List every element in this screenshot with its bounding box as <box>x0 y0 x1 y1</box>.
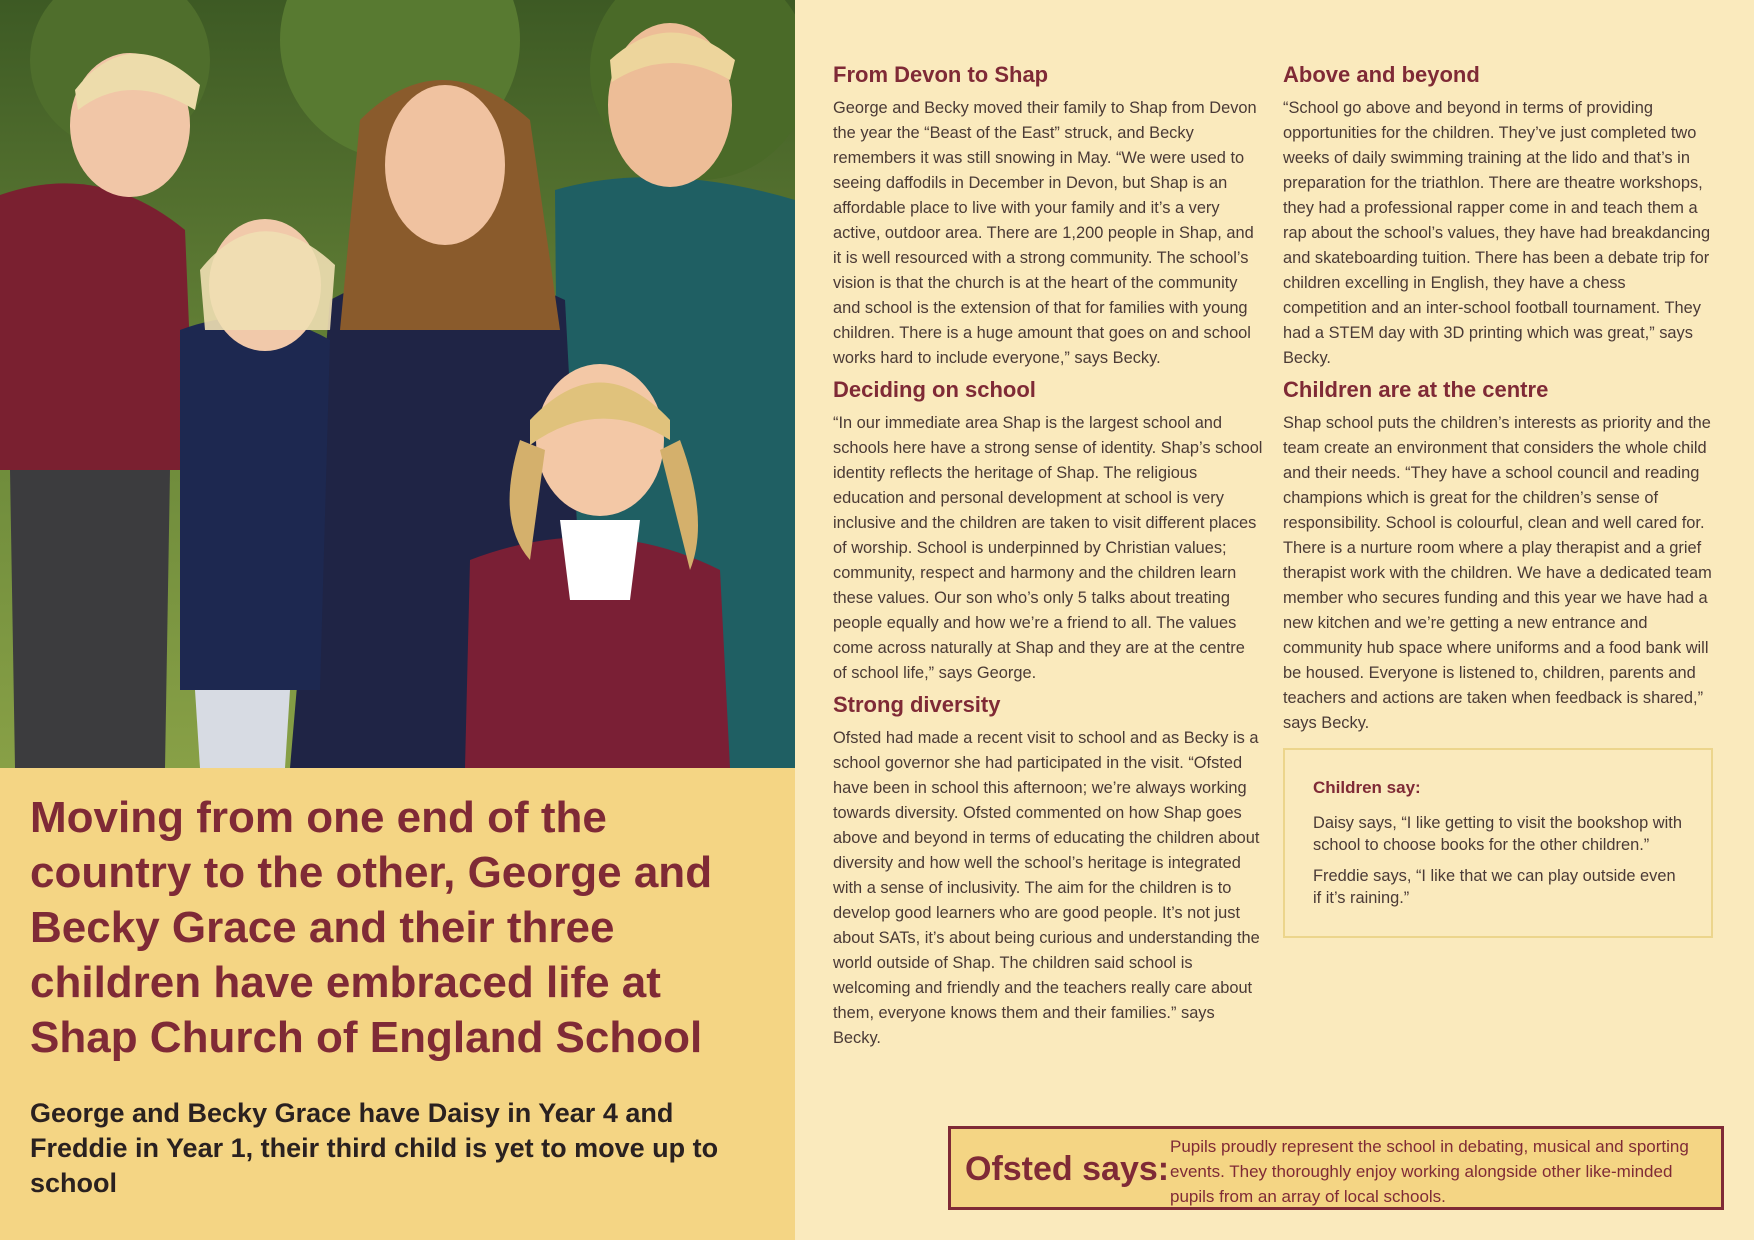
left-panel <box>0 0 795 1240</box>
section-body-devon-to-shap: George and Becky moved their family to Shap from Devon the year the “Beast of the East” struck, and Becky remembers it was still snowing in May. “We were used to seeing daffodils in December in Devon, but Shap is an affordable place to live with your family and it’s a very active, outdoor area. There are 1,200 people in Shap, and it is well resourced with a strong community. The school’s vision is that the church is at the heart of the community and school is the extension of that for families with young children. There is a huge amount that goes on and school works hard to include everyone,” says Becky. <box>833 99 1257 367</box>
children-say-box <box>1283 748 1713 938</box>
main-headline: Moving from one end of the country to the other, George and Becky Grace and their three children have embraced life at Shap Church of England School <box>30 793 713 1062</box>
article-column-left <box>833 60 1263 1055</box>
children-quote-freddie: Freddie says, “I like that we can play outside even if it’s raining.” <box>1313 867 1676 907</box>
section-heading-above-and-beyond: Above and beyond <box>1283 62 1480 87</box>
children-quote-daisy: Daisy says, “I like getting to visit the bookshop with school to choose books for the other children.” <box>1313 814 1682 854</box>
section-heading-devon-to-shap: From Devon to Shap <box>833 62 1049 87</box>
ofsted-quote: Pupils proudly represent the school in debating, musical and sporting events. They thoroughly enjoy working alongside other like-minded pupils from an array of local schools. <box>1170 1137 1689 1206</box>
section-body-above-and-beyond: “School go above and beyond in terms of providing opportunities for the children. They’ve just completed two weeks of daily swimming training at the lido and that’s in preparation for the triathlon. There are theatre workshops, they had a professional rapper come in and teach them a rap about the school’s values, they have had breakdancing and skateboarding tuition. There has been a debate trip for children excelling in English, they have a chess competition and an inter-school football tournament. They had a STEM day with 3D printing which was great,” says Becky. <box>1283 99 1711 367</box>
section-body-deciding-on-school: “In our immediate area Shap is the largest school and schools here have a strong sense of identity. Shap’s school identity reflects the heritage of Shap. The religious education and personal development at school is very inclusive and the children are taken to visit different places of worship. School is underpinned by Christian values; community, respect and harmony and the children learn these values. Our son who’s only 5 talks about treating people equally and how we’re a friend to all. The values come across naturally at Shap and they are at the centre of school life,” says George. <box>833 414 1263 682</box>
article-column-right <box>1283 60 1713 938</box>
section-body-children-at-centre: Shap school puts the children’s interests as priority and the team create an environment that considers the whole child and their needs. “They have a school council and reading champions which is great for the children’s sense of responsibility. School is colourful, clean and well cared for. There is a nurture room where a play therapist and a grief therapist work with the children. We have a dedicated team member who secures funding and this year we have had a new kitchen and we’re getting a new entrance and community hub space where uniforms and a food bank will be housed. Everyone is listened to, children, parents and teachers and actions are taken when feedback is shared,” says Becky. <box>1283 414 1712 732</box>
ofsted-callout <box>948 1126 1724 1210</box>
ofsted-label: Ofsted says: <box>965 1150 1170 1188</box>
section-body-strong-diversity: Ofsted had made a recent visit to school and as Becky is a school governor she had participated in the visit. “Ofsted have been in school this afternoon; we’re always working towards diversity. Ofsted commented on how Shap goes above and beyond in terms of educating the children about diversity and how well the school’s heritage is integrated with a sense of inclusivity. The aim for the children is to develop good learners who are good people. It’s not just about SATs, it’s about being curious and understanding the world outside of Shap. The children said school is welcoming and friendly and the teachers really care about them, everyone knows them and their families.” says Becky. <box>833 729 1260 1047</box>
children-say-title: Children say: <box>1313 778 1421 797</box>
family-photo <box>0 0 795 768</box>
section-heading-strong-diversity: Strong diversity <box>833 692 1001 717</box>
subheadline: George and Becky Grace have Daisy in Year 4 and Freddie in Year 1, their third child is yet to move up to school <box>30 1098 719 1198</box>
section-heading-children-at-centre: Children are at the centre <box>1283 377 1549 402</box>
section-heading-deciding-on-school: Deciding on school <box>833 377 1036 402</box>
